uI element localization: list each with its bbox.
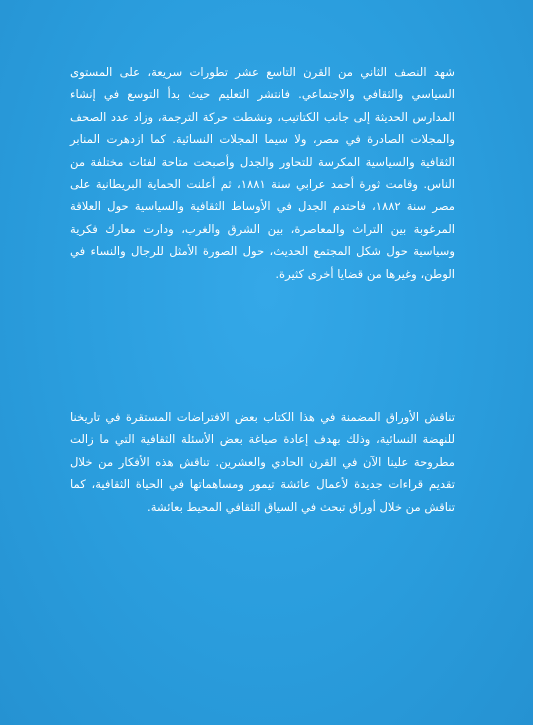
back-cover-paragraph-history: شهد النصف الثاني من القرن التاسع عشر تطورات سريعة، على المستوى السياسي والثقافي والاجتماعي. فانتشر التعليم حيث بدأ التوسع في إنشاء المدارس الحديثة إلى جانب الكتاتيب، ونشطت حركة الترجمة، وزاد عدد الصحف والمجلات الصادرة في مصر، ولا سيما المجلات النسائية. كما ازدهرت المنابر الثقافية والسياسية المكرسة للتحاور والجدل وأصبحت متاحة لفئات مختلفة من الناس. وقامت ثورة أحمد عرابي سنة ١٨٨١، ثم أعلنت الحماية البريطانية على مصر سنة ١٨٨٢، فاحتدم الجدل في الأوساط الثقافية والسياسية حول العلاقة المرغوبة بين التراث والمعاصرة، بين الشرق والغرب، ودارت معارك فكرية وسياسية حول شكل المجتمع الحديث، حول الصورة الأمثل للرجال والنساء في الوطن، وغيرها من قضايا أخرى كثيرة. bbox=[70, 65, 455, 281]
back-cover-paragraph-summary: تناقش الأوراق المضمنة في هذا الكتاب بعض الافتراضات المستقرة في تاريخنا للنهضة النسائية، وذلك بهدف إعادة صياغة بعض الأسئلة الثقافية التي ما زالت مطروحة علينا الآن في القرن الحادي والعشرين. تناقش هذه الأفكار من خلال تقديم قراءات جديدة لأعمال عائشة تيمور ومساهماتها في الحياة الثقافية، كما تناقش من خلال أوراق تبحث في السياق الثقافي المحيط بعائشة. bbox=[70, 410, 455, 514]
